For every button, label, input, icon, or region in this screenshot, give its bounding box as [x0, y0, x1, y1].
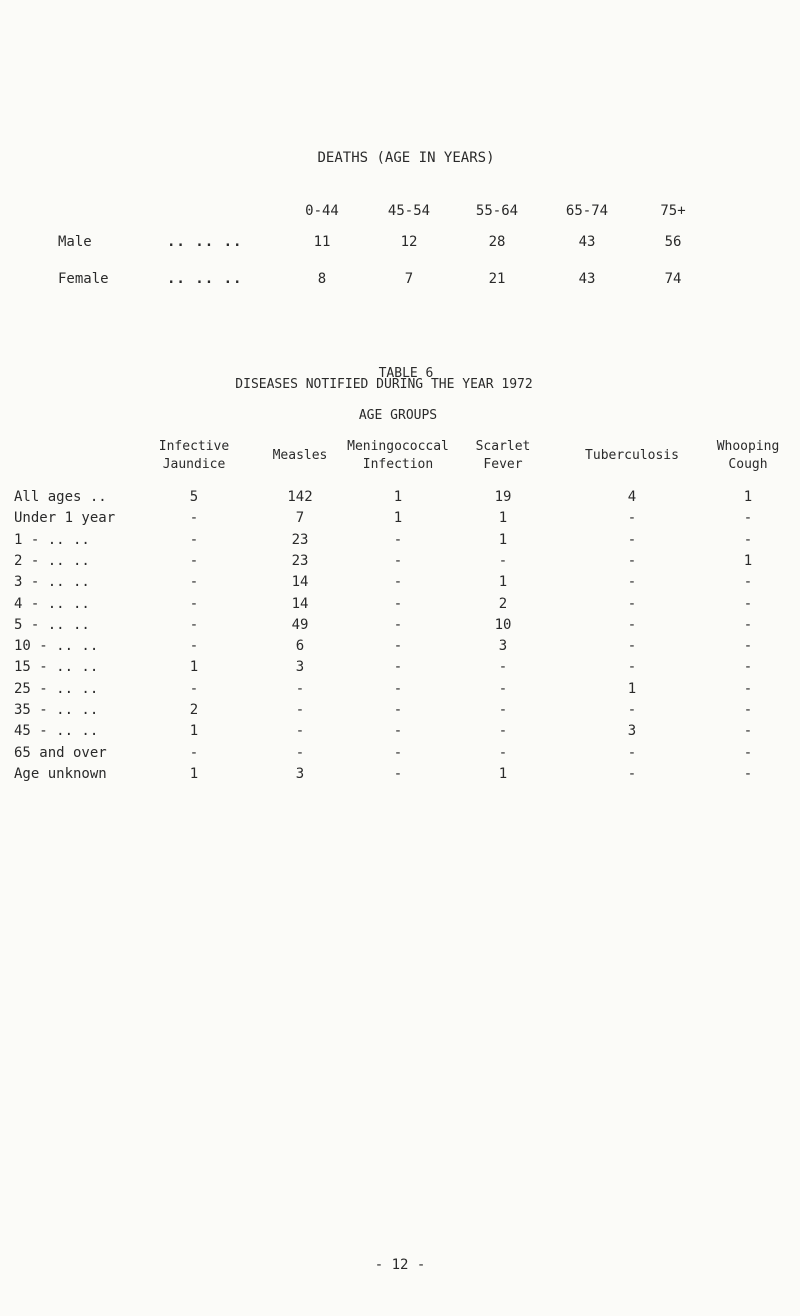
- table-cell: -: [189, 510, 199, 526]
- column-header: Fever: [483, 457, 523, 472]
- table-cell: -: [627, 574, 637, 590]
- age-group-label: 65 and over: [14, 745, 107, 761]
- table-cell: -: [627, 745, 637, 761]
- deaths-cell: 7: [404, 271, 414, 287]
- table-cell: -: [743, 766, 753, 782]
- table-cell: 23: [291, 532, 309, 548]
- table-cell: 1: [627, 681, 637, 697]
- deaths-cell: 43: [578, 271, 596, 287]
- table-cell: -: [393, 702, 403, 718]
- table-cell: -: [189, 532, 199, 548]
- table-cell: 1: [189, 659, 199, 675]
- table-cell: -: [295, 723, 305, 739]
- column-header: Infection: [362, 457, 434, 472]
- table-cell: -: [295, 702, 305, 718]
- deaths-cell: 8: [317, 271, 327, 287]
- table-cell: -: [189, 596, 199, 612]
- deaths-row-label: Male: [58, 234, 92, 250]
- table-cell: -: [498, 659, 508, 675]
- age-band-header: 45-54: [387, 203, 431, 219]
- table-cell: -: [393, 659, 403, 675]
- table-cell: -: [295, 745, 305, 761]
- table-cell: -: [627, 702, 637, 718]
- table-cell: -: [627, 553, 637, 569]
- deaths-cell: 43: [578, 234, 596, 250]
- deaths-cell: 21: [488, 271, 506, 287]
- table-cell: -: [627, 596, 637, 612]
- table-cell: 14: [291, 596, 309, 612]
- table-cell: -: [393, 532, 403, 548]
- column-header: Scarlet: [475, 439, 531, 454]
- column-header: Jaundice: [162, 457, 226, 472]
- deaths-row-leader: .. .. ..: [167, 234, 243, 250]
- table-cell: 3: [498, 638, 508, 654]
- table-cell: 23: [291, 553, 309, 569]
- age-group-label: Under 1 year: [14, 510, 116, 526]
- age-group-label: 35 - .. ..: [14, 702, 99, 718]
- table-cell: -: [743, 574, 753, 590]
- table-cell: -: [627, 617, 637, 633]
- table-cell: 1: [189, 766, 199, 782]
- table-cell: -: [189, 617, 199, 633]
- column-header: Cough: [728, 457, 768, 472]
- table-cell: 1: [189, 723, 199, 739]
- table-cell: 10: [494, 617, 512, 633]
- table-cell: 6: [295, 638, 305, 654]
- age-band-header: 75+: [660, 203, 686, 219]
- table-cell: -: [393, 723, 403, 739]
- table-cell: 1: [393, 489, 403, 505]
- table-cell: -: [743, 659, 753, 675]
- table-cell: 3: [627, 723, 637, 739]
- table-cell: -: [627, 510, 637, 526]
- table-cell: -: [627, 659, 637, 675]
- table-cell: -: [189, 553, 199, 569]
- table-cell: 1: [393, 510, 403, 526]
- table-cell: -: [498, 553, 508, 569]
- table-cell: -: [189, 638, 199, 654]
- table-cell: -: [393, 574, 403, 590]
- age-groups-heading: AGE GROUPS: [358, 408, 438, 423]
- table-cell: -: [189, 574, 199, 590]
- table-subtitle: DISEASES NOTIFIED DURING THE YEAR 1972: [235, 377, 533, 392]
- page-number: - 12 -: [374, 1257, 426, 1273]
- table-title: TABLE 6: [378, 366, 434, 381]
- age-group-label: All ages ..: [14, 489, 107, 505]
- table-cell: 4: [627, 489, 637, 505]
- table-cell: 7: [295, 510, 305, 526]
- table-cell: -: [743, 702, 753, 718]
- table-cell: 1: [498, 532, 508, 548]
- table-cell: 14: [291, 574, 309, 590]
- column-header: Whooping: [716, 439, 780, 454]
- deaths-cell: 28: [488, 234, 506, 250]
- table-cell: -: [627, 532, 637, 548]
- deaths-cell: 74: [664, 271, 682, 287]
- table-cell: -: [393, 766, 403, 782]
- age-group-label: 1 - .. ..: [14, 532, 90, 548]
- column-header: Tuberculosis: [585, 448, 679, 463]
- table-cell: -: [743, 617, 753, 633]
- table-cell: -: [498, 681, 508, 697]
- table-cell: -: [627, 638, 637, 654]
- age-group-label: 25 - .. ..: [14, 681, 99, 697]
- table-cell: 1: [498, 766, 508, 782]
- table-cell: -: [627, 766, 637, 782]
- table-cell: 1: [498, 574, 508, 590]
- column-header: Infective: [158, 439, 230, 454]
- table-cell: -: [498, 745, 508, 761]
- table-cell: 2: [498, 596, 508, 612]
- age-group-label: 5 - .. ..: [14, 617, 90, 633]
- table-cell: -: [295, 681, 305, 697]
- column-header: Meningococcal: [347, 439, 449, 454]
- deaths-cell: 12: [400, 234, 418, 250]
- age-band-header: 0-44: [305, 203, 339, 219]
- deaths-cell: 11: [313, 234, 331, 250]
- column-header: Measles: [272, 448, 328, 463]
- table-cell: -: [393, 617, 403, 633]
- table-cell: 1: [743, 553, 753, 569]
- deaths-row-leader: .. .. ..: [167, 271, 243, 287]
- table-cell: 142: [287, 489, 313, 505]
- deaths-title: DEATHS (AGE IN YEARS): [317, 150, 495, 166]
- table-cell: 19: [494, 489, 512, 505]
- age-group-label: 4 - .. ..: [14, 596, 90, 612]
- table-cell: 1: [743, 489, 753, 505]
- age-group-label: 3 - .. ..: [14, 574, 90, 590]
- table-cell: -: [393, 638, 403, 654]
- deaths-row-label: Female: [58, 271, 109, 287]
- table-cell: -: [743, 723, 753, 739]
- age-group-label: Age unknown: [14, 766, 107, 782]
- table-cell: 1: [498, 510, 508, 526]
- table-cell: -: [498, 702, 508, 718]
- table-cell: 5: [189, 489, 199, 505]
- table-cell: 3: [295, 659, 305, 675]
- table-cell: -: [743, 510, 753, 526]
- age-group-label: 2 - .. ..: [14, 553, 90, 569]
- table-cell: -: [743, 681, 753, 697]
- table-cell: -: [393, 681, 403, 697]
- table-cell: -: [189, 745, 199, 761]
- table-cell: -: [393, 745, 403, 761]
- deaths-cell: 56: [664, 234, 682, 250]
- table-cell: -: [743, 745, 753, 761]
- table-cell: -: [743, 596, 753, 612]
- table-cell: 2: [189, 702, 199, 718]
- table-cell: -: [393, 553, 403, 569]
- table-cell: -: [743, 532, 753, 548]
- table-cell: 3: [295, 766, 305, 782]
- table-cell: -: [393, 596, 403, 612]
- table-cell: -: [498, 723, 508, 739]
- age-band-header: 65-74: [565, 203, 609, 219]
- table-cell: -: [743, 638, 753, 654]
- table-cell: 49: [291, 617, 309, 633]
- age-band-header: 55-64: [475, 203, 519, 219]
- age-group-label: 10 - .. ..: [14, 638, 99, 654]
- age-group-label: 15 - .. ..: [14, 659, 99, 675]
- table-cell: -: [189, 681, 199, 697]
- age-group-label: 45 - .. ..: [14, 723, 99, 739]
